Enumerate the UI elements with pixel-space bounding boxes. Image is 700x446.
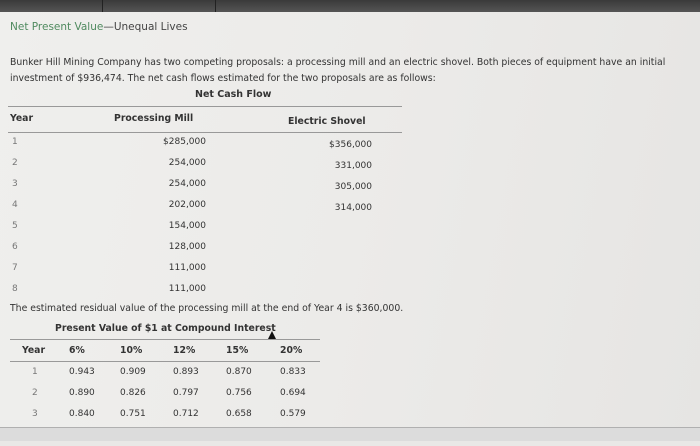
pv-cell: 0.890 — [69, 388, 95, 398]
year-cell: 5 — [12, 221, 18, 231]
pv-cell: 0.870 — [226, 367, 252, 377]
shovel-cell: 331,000 — [334, 161, 372, 171]
mill-cell: 128,000 — [168, 242, 206, 252]
table-row — [10, 383, 320, 404]
table-row — [8, 280, 402, 301]
pv-cell: 0.893 — [173, 367, 199, 377]
mill-cell: $285,000 — [163, 137, 206, 147]
table-row — [10, 404, 320, 425]
header-rate: 12% — [173, 345, 196, 356]
year-cell: 1 — [12, 137, 18, 147]
table-row — [8, 133, 402, 154]
year-cell: 6 — [12, 242, 18, 252]
mill-cell: 111,000 — [168, 263, 206, 273]
header-rate: 15% — [226, 345, 249, 356]
shovel-cell: 305,000 — [334, 182, 372, 192]
year-cell: 2 — [32, 388, 38, 398]
mill-cell: 202,000 — [168, 200, 206, 210]
pv-cell: 0.826 — [120, 388, 146, 398]
year-cell: 7 — [12, 263, 18, 273]
header-year: Year — [10, 113, 34, 124]
shovel-cell: 314,000 — [334, 203, 372, 213]
pv-cell: 0.909 — [120, 367, 146, 377]
table-row — [8, 175, 402, 196]
header-rate: 20% — [280, 345, 303, 356]
browser-top-bar — [0, 0, 700, 12]
pv-cell: 0.833 — [280, 367, 306, 377]
header-rate: 10% — [120, 345, 143, 356]
pv-cell: 0.797 — [173, 388, 199, 398]
mill-cell: 111,000 — [168, 284, 206, 294]
table-row — [8, 154, 402, 175]
pv-cell: 0.712 — [173, 409, 199, 419]
table-row — [10, 362, 320, 383]
year-cell: 2 — [12, 158, 18, 168]
table-row — [8, 196, 402, 217]
mill-cell: 254,000 — [168, 179, 206, 189]
shovel-cell: $356,000 — [329, 140, 372, 150]
pv-header — [10, 340, 320, 361]
tab-segment[interactable] — [0, 0, 103, 12]
title-main: Net Present Value — [10, 21, 104, 33]
header-year: Year — [22, 345, 46, 356]
table-row — [8, 259, 402, 280]
mill-cell: 254,000 — [168, 158, 206, 168]
page-title — [10, 21, 188, 33]
problem-page — [0, 12, 700, 440]
header-mill: Processing Mill — [114, 113, 194, 124]
mouse-cursor-icon — [268, 331, 276, 339]
screen-bottom-edge — [0, 427, 700, 441]
intro-paragraph: Bunker Hill Mining Company has two competing proposals: a processing mill and an electric shovel. Both pieces of equipment have an initial investment of $936,474. The net cash flows estimated for the two proposals are as follows: — [10, 57, 666, 84]
year-cell: 3 — [32, 409, 38, 419]
header-rate: 6% — [69, 345, 85, 356]
pv-cell: 0.751 — [120, 409, 146, 419]
cash-flow-table — [8, 106, 402, 301]
pv-cell: 0.756 — [226, 388, 252, 398]
year-cell: 3 — [12, 179, 18, 189]
pv-cell: 0.579 — [280, 409, 306, 419]
cash-flow-caption: Net Cash Flow — [195, 89, 272, 100]
pv-cell: 0.694 — [280, 388, 306, 398]
pv-cell: 0.840 — [69, 409, 95, 419]
header-shovel: Electric Shovel — [288, 116, 366, 127]
table-row — [8, 217, 402, 238]
title-sub: —Unequal Lives — [103, 21, 188, 33]
mill-cell: 154,000 — [168, 221, 206, 231]
cash-flow-header — [8, 107, 402, 132]
residual-value-note: The estimated residual value of the processing mill at the end of Year 4 is $360,000. — [10, 303, 404, 314]
year-cell: 1 — [32, 367, 38, 377]
pv-cell: 0.658 — [226, 409, 252, 419]
table-row — [8, 238, 402, 259]
pv-table-caption: Present Value of $1 at Compound Interest — [55, 323, 276, 334]
year-cell: 4 — [12, 200, 18, 210]
year-cell: 8 — [12, 284, 18, 294]
tab-segment[interactable] — [103, 0, 216, 12]
pv-cell: 0.943 — [69, 367, 95, 377]
